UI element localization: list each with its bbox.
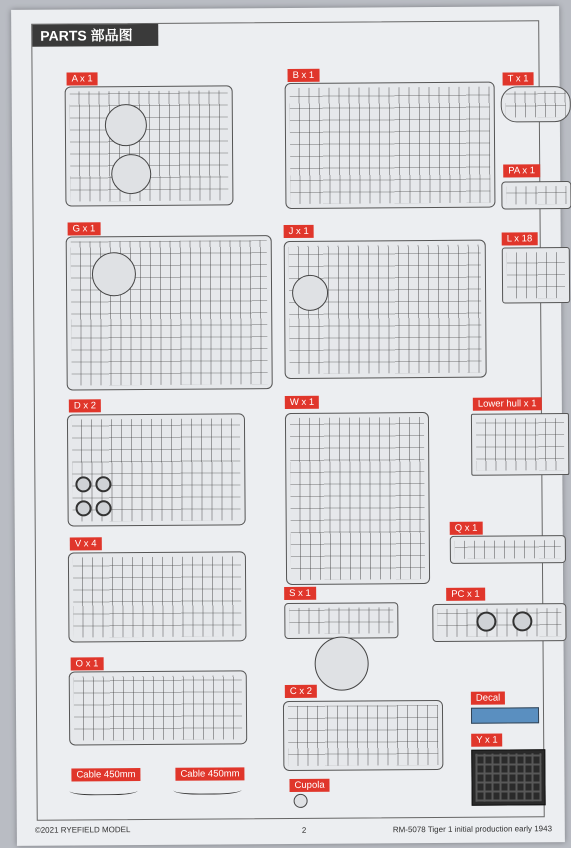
sprue-a-mantlet xyxy=(111,154,151,194)
copyright: ©2021 RYEFIELD MODEL xyxy=(34,825,131,835)
sprue-d-wheel xyxy=(75,476,91,492)
sprue-b xyxy=(285,82,496,209)
cable-2 xyxy=(173,783,241,794)
label-sprue-o: O x 1 xyxy=(71,657,104,670)
sprue-pc xyxy=(432,603,566,642)
sprue-d-wheel xyxy=(76,500,92,516)
instruction-sheet xyxy=(11,6,565,846)
sprue-g-round-part xyxy=(92,252,136,296)
sprue-d xyxy=(67,413,246,526)
sprue-s-round-part xyxy=(314,636,368,690)
label-sprue-s: S x 1 xyxy=(284,587,316,600)
page-title: PARTS 部品图 xyxy=(32,24,158,47)
label-cable-2: Cable 450mm xyxy=(175,767,244,780)
sprue-pc-wheel xyxy=(512,611,532,631)
label-sprue-pc: PC x 1 xyxy=(446,588,485,601)
sprue-o xyxy=(69,670,248,745)
photo-etch-y xyxy=(471,749,545,806)
label-sprue-b: B x 1 xyxy=(288,69,320,82)
product-code: RM-5078 Tiger 1 initial production early 1943 xyxy=(392,824,553,835)
label-cable-1: Cable 450mm xyxy=(71,768,140,781)
page-number: 2 xyxy=(301,825,307,835)
label-sprue-t: T x 1 xyxy=(503,72,534,85)
sprue-j-round-part xyxy=(292,275,328,311)
sprue-w xyxy=(285,412,430,585)
sprue-pa xyxy=(501,181,571,209)
sprue-l xyxy=(502,247,570,303)
label-decal: Decal xyxy=(471,691,505,704)
label-sprue-v: V x 4 xyxy=(70,537,102,550)
label-sprue-a: A x 1 xyxy=(67,72,98,85)
sprue-pc-wheel xyxy=(476,612,496,632)
label-sprue-d: D x 2 xyxy=(69,399,101,412)
label-sprue-pa: PA x 1 xyxy=(503,164,540,177)
label-cupola: Cupola xyxy=(289,779,329,792)
sprue-v xyxy=(68,551,247,642)
cupola-part xyxy=(294,794,308,808)
sprue-a-turret-ring xyxy=(105,104,147,146)
label-sprue-g: G x 1 xyxy=(68,222,101,235)
decal-sheet xyxy=(471,707,539,723)
sprue-c xyxy=(283,700,443,771)
lower-hull xyxy=(471,413,569,476)
label-sprue-l: L x 18 xyxy=(502,232,538,245)
cable-1 xyxy=(69,784,137,795)
label-sprue-w: W x 1 xyxy=(285,396,319,409)
sprue-q xyxy=(450,535,566,564)
sprue-t xyxy=(501,86,571,122)
label-sprue-y: Y x 1 xyxy=(471,734,503,747)
label-sprue-j: J x 1 xyxy=(284,225,314,238)
sprue-a xyxy=(65,85,234,206)
label-sprue-q: Q x 1 xyxy=(450,522,483,535)
label-lower-hull: Lower hull x 1 xyxy=(473,397,542,410)
sprue-d-wheel xyxy=(96,500,112,516)
parts-frame xyxy=(31,20,545,821)
sprue-d-wheel xyxy=(95,476,111,492)
sprue-s xyxy=(284,602,398,639)
label-sprue-c: C x 2 xyxy=(285,685,317,698)
